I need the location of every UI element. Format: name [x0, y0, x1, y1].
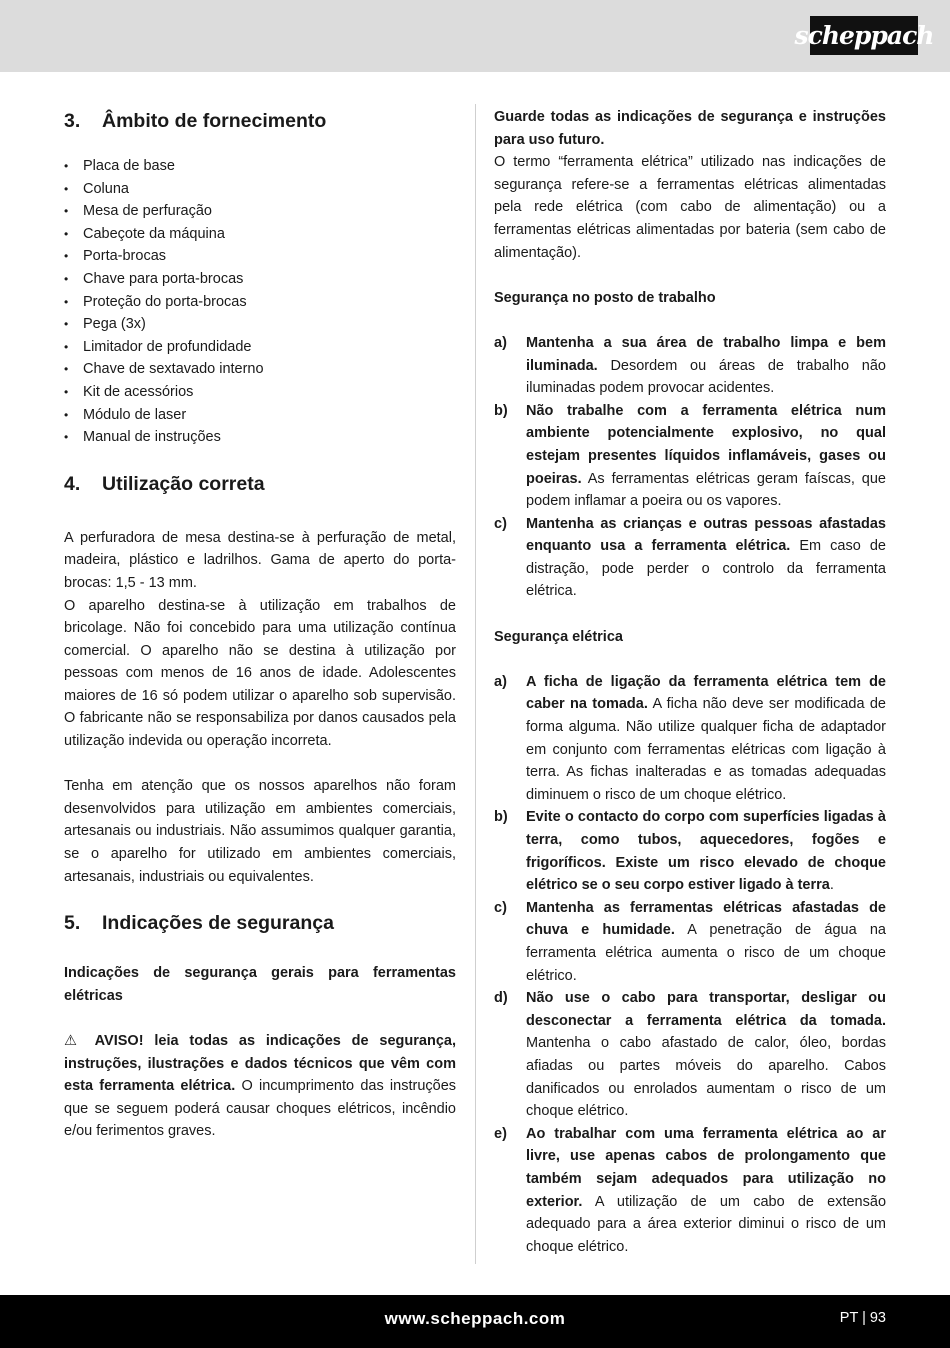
intended-use-paragraph-1: A perfuradora de mesa destina-se à perfuração de metal, madeira, plástico e ladrilhos. Gama de aperto do porta-brocas: 1,5 - 13 mm.: [64, 529, 456, 591]
list-item: [494, 1123, 886, 1259]
item-bold: Não use o cabo para transportar, desligar ou desconectar a ferramenta elétrica da tomada.: [526, 990, 886, 1029]
delivery-list: [64, 155, 456, 449]
section-3-heading: [64, 108, 456, 134]
list-item: [494, 671, 886, 807]
item-text: [526, 513, 886, 603]
list-item: • Mesa de perfuração: [64, 200, 456, 223]
section-number: 4.: [64, 472, 81, 495]
list-item: • Manual de instruções: [64, 426, 456, 449]
list-item: • Limitador de profundidade: [64, 336, 456, 359]
electrical-safety-heading: Segurança elétrica: [494, 628, 623, 645]
item-bold: A ficha de ligação da ferramenta elétrica tem de caber na tomada.: [526, 673, 886, 713]
section-title: Utilização correta: [102, 472, 265, 495]
item-body: .: [829, 877, 834, 894]
intended-use-paragraph-3: Tenha em atenção que os nossos aparelhos não foram desenvolvidos para utilização em ambientes comerciais, artesanais ou industriais. Não assumimos qualquer garantia, se o aparelho for utilizado em ambientes comerciais, artesanais, industriais ou equivalentes.: [64, 778, 456, 885]
warning-paragraph: [64, 1030, 456, 1143]
item-body: Em caso de distração, pode perder o controlo da ferramenta elétrica.: [526, 538, 886, 600]
item-text: [526, 806, 886, 896]
item-text: [526, 987, 886, 1123]
item-text: [526, 897, 886, 987]
brand-logo: scheppach: [810, 16, 918, 55]
list-item: [494, 332, 886, 400]
electrical-safety-list: [494, 671, 886, 1258]
item-text: [526, 1123, 886, 1259]
list-item: [494, 513, 886, 603]
header-bar: [0, 0, 950, 72]
item-text: [526, 332, 886, 400]
website-url: www.scheppach.com: [384, 1309, 566, 1328]
item-bold: Mantenha a sua área de trabalho limpa e bem iluminada.: [526, 334, 886, 374]
list-item: [494, 806, 886, 896]
column-divider: [475, 104, 476, 1264]
section-4-heading: [64, 471, 456, 497]
keep-instructions-text: O termo “ferramenta elétrica” utilizado nas indicações de segurança refere-se a ferramentas elétricas alimentadas pela rede elétrica (com cabo de alimentação) ou a ferramentas elétricas alimentadas por bateria (sem cabo de alimentação).: [494, 154, 886, 261]
list-item: • Porta-brocas: [64, 245, 456, 268]
right-column: [494, 106, 886, 1258]
item-label: c): [494, 515, 507, 532]
list-item: • Placa de base: [64, 155, 456, 178]
general-safety-subheading: Indicações de segurança gerais para ferramentas elétricas: [64, 965, 456, 1004]
item-label: c): [494, 899, 507, 916]
item-body: A ficha não deve ser modificada de forma alguma. Não utilize qualquer ficha de adaptador em conjunto com ferramentas elétricas com ligação à terra. As fichas inalteradas e as tomadas adequadas diminuem o risco de um choque elétrico.: [526, 696, 887, 803]
item-label: a): [494, 334, 507, 351]
item-body: As ferramentas elétricas geram faíscas, que podem inflamar a poeira ou os vapores.: [526, 470, 886, 510]
section-title: Indicações de segurança: [102, 912, 334, 935]
footer-bar: [0, 1295, 950, 1348]
section-number: 3.: [64, 110, 81, 132]
list-item: • Chave para porta-brocas: [64, 268, 456, 291]
list-item: [494, 400, 886, 513]
item-text: [526, 400, 886, 513]
list-item: • Cabeçote da máquina: [64, 223, 456, 246]
workplace-safety-heading: Segurança no posto de trabalho: [494, 289, 716, 306]
workplace-safety-list: [494, 332, 886, 603]
list-item: • Pega (3x): [64, 313, 456, 336]
warning-text: O incumprimento das instruções que se seguem poderá causar choques elétricos, incêndio e/ou ferimentos graves.: [64, 1078, 457, 1140]
item-bold: Ao trabalhar com uma ferramenta elétrica ao ar livre, use apenas cabos de prolongamento que também sejam adequados para utilização no exterior.: [526, 1125, 886, 1210]
item-text: [526, 671, 886, 807]
item-label: b): [494, 809, 508, 826]
list-item: • Módulo de laser: [64, 404, 456, 427]
item-body: Desordem ou áreas de trabalho não iluminadas podem provocar acidentes.: [526, 357, 886, 397]
item-label: e): [494, 1125, 507, 1142]
item-body: A utilização de um cabo de extensão adequado para a área exterior diminui o risco de um choque elétrico.: [526, 1193, 887, 1255]
intended-use-paragraph-2: O aparelho destina-se à utilização em trabalhos de bricolage. Não foi concebido para uma utilização contínua comercial. O aparelho não se destina à utilização por pessoas com menos de 16 anos de idade. Adolescentes maiores de 16 só podem utilizar o aparelho sob supervisão. O fabricante não se responsabiliza por danos causados pela utilização indevida ou operação incorreta.: [64, 597, 456, 750]
item-label: d): [494, 990, 508, 1007]
warning-bold-text: AVISO! leia todas as indicações de segurança, instruções, ilustrações e dados técnicos que vêm com esta ferramenta elétrica.: [64, 1033, 456, 1095]
keep-instructions-bold: Guarde todas as indicações de segurança e instruções para uso futuro.: [494, 109, 886, 148]
item-bold: Não trabalhe com a ferramenta elétrica num ambiente potencialmente explosivo, no qual estejam presentes líquidos inflamáveis, gases ou poeiras.: [526, 402, 886, 487]
list-item: • Chave de sextavado interno: [64, 358, 456, 381]
page-number: PT | 93: [839, 1310, 886, 1326]
list-item: • Coluna: [64, 178, 456, 201]
item-bold: Mantenha as crianças e outras pessoas afastadas enquanto usa a ferramenta elétrica.: [526, 515, 886, 555]
section-5-heading: [64, 910, 456, 936]
warning-icon: ⚠: [64, 1033, 84, 1049]
left-column: [64, 106, 456, 1143]
list-item: • Proteção do porta-brocas: [64, 291, 456, 314]
section-number: 5.: [64, 912, 81, 935]
section-title: Âmbito de fornecimento: [102, 110, 327, 132]
item-bold: Evite o contacto do corpo com superfícies ligadas à terra, como tubos, aquecedores, fogões e frigoríficos. Existe um risco elevado de choque elétrico se o seu corpo estiver ligado à terra: [526, 809, 886, 894]
list-item: [494, 897, 886, 987]
list-item: • Kit de acessórios: [64, 381, 456, 404]
list-item: [494, 987, 886, 1123]
item-body: Mantenha o cabo afastado de calor, óleo, bordas afiadas ou partes móveis do aparelho. Cabos danificados ou enrolados aumentam o risco de um choque elétrico.: [526, 1035, 886, 1120]
item-label: b): [494, 402, 508, 419]
item-body: A penetração de água na ferramenta elétrica aumenta o risco de um choque elétrico.: [526, 922, 886, 984]
item-label: a): [494, 673, 507, 690]
item-bold: Mantenha as ferramentas elétricas afastadas de chuva e humidade.: [526, 899, 886, 939]
